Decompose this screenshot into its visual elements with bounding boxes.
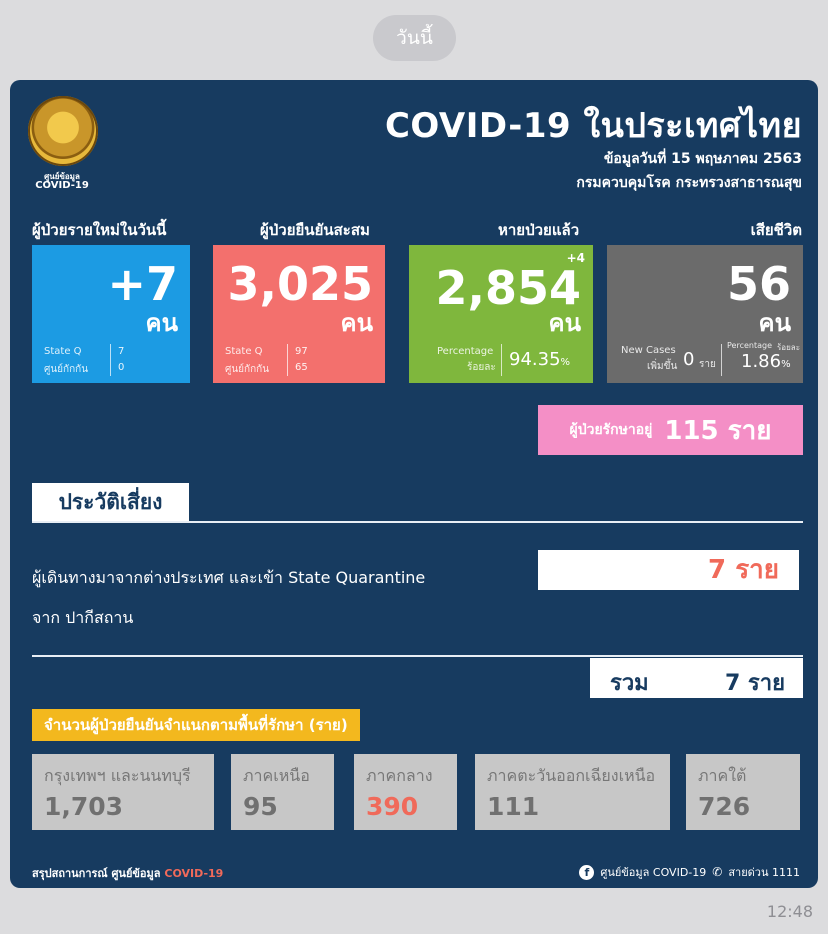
state-q-label: State Q [225, 346, 263, 357]
risk-origin: จาก ปากีสถาน [32, 608, 134, 627]
data-source: กรมควบคุมโรค กระทรวงสาธารณสุข [576, 175, 802, 191]
phone-icon: ✆ [712, 865, 723, 879]
region-name: ภาคใต้ [698, 766, 747, 785]
risk-description: ผู้เดินทางมาจากต่างประเทศ และเข้า State Quarantine [32, 568, 426, 587]
government-seal-icon [28, 96, 98, 166]
divider [32, 655, 803, 657]
recovered-unit: คน [548, 309, 581, 337]
region-name: ภาคเหนือ [243, 766, 310, 785]
footer-credit: สรุปสถานการณ์ ศูนย์ข้อมูล COVID-19 [32, 867, 224, 880]
region-value: 95 [243, 792, 278, 821]
covid-infographic[interactable] [10, 80, 818, 888]
state-q-label: State Q [44, 346, 82, 357]
region-name: ภาคตะวันออกเฉียงเหนือ [487, 766, 656, 785]
region-value: 1,703 [44, 792, 124, 821]
recovered-value: 2,854 [435, 261, 581, 315]
percentage-th-label: ร้อยละ [777, 343, 800, 352]
in-treatment-box [538, 405, 803, 455]
state-q-value: 7 [118, 346, 125, 357]
recovered-box [409, 245, 593, 383]
new-cases-label: ผู้ป่วยรายใหม่ในวันนี้ [32, 221, 167, 239]
new-cases-value: +7 [107, 257, 178, 311]
divider [287, 344, 288, 376]
facebook-page-text: ศูนย์ข้อมูล COVID-19 [600, 866, 707, 879]
recovered-label: หายป่วยแล้ว [498, 221, 580, 239]
new-cases-en-label: New Cases [621, 345, 676, 356]
in-treatment-value: 115 ราย [664, 415, 772, 446]
total-cases-unit: คน [340, 309, 373, 337]
regions-heading: จำนวนผู้ป่วยยืนยันจำแนกตามพื้นที่รักษา (ราย) [32, 709, 360, 741]
infographic-title: COVID-19 ในประเทศไทย [384, 106, 802, 146]
deaths-value: 56 [726, 257, 791, 311]
new-cases-unit: คน [145, 309, 178, 337]
deaths-box [607, 245, 803, 383]
region-box [354, 754, 457, 830]
quarantine-center-label: ศูนย์กักกัน [44, 364, 89, 375]
seal-caption: ศูนย์ข้อมูล [44, 172, 80, 181]
total-label: รวม [610, 671, 649, 696]
region-name: กรุงเทพฯ และนนทบุรี [44, 766, 191, 785]
total-cases-box [213, 245, 385, 383]
percentage-en-label: Percentage [727, 341, 773, 350]
quarantine-center-value: 65 [295, 362, 308, 373]
region-box [32, 754, 214, 830]
deaths-label: เสียชีวิต [750, 221, 802, 239]
seal-caption-brand: COVID-19 [35, 180, 89, 191]
region-box [475, 754, 670, 830]
risk-total-box [590, 658, 803, 698]
region-name: ภาคกลาง [366, 766, 433, 785]
region-value: 390 [366, 792, 419, 821]
facebook-icon: f [579, 865, 594, 880]
new-cases-box [32, 245, 190, 383]
divider [32, 521, 803, 523]
message-timestamp: 12:48 [766, 902, 813, 921]
new-deaths-unit: ราย [699, 359, 716, 370]
recovered-delta: +4 [566, 251, 585, 265]
region-value: 726 [698, 792, 751, 821]
region-box [231, 754, 334, 830]
risk-count: 7 ราย [538, 550, 799, 590]
divider [110, 344, 111, 376]
footer-contacts [579, 863, 800, 881]
death-percentage: 1.86% [741, 351, 791, 372]
state-q-value: 97 [295, 346, 308, 357]
divider [721, 344, 722, 376]
new-deaths-value: 0 [683, 349, 695, 370]
date-separator: วันนี้ [373, 15, 456, 61]
quarantine-center-label: ศูนย์กักกัน [225, 364, 270, 375]
data-date: ข้อมูลวันที่ 15 พฤษภาคม 2563 [603, 151, 802, 167]
total-value: 7 ราย [724, 671, 785, 696]
region-box [686, 754, 800, 830]
divider [501, 344, 502, 376]
recovered-percentage: 94.35% [509, 349, 571, 370]
hotline-text: สายด่วน 1111 [728, 866, 800, 879]
risk-history-heading: ประวัติเสี่ยง [32, 483, 189, 521]
new-cases-th-label: เพิ่มขึ้น [647, 361, 678, 372]
in-treatment-label: ผู้ป่วยรักษาอยู่ [569, 422, 653, 438]
deaths-unit: คน [758, 309, 791, 337]
percentage-en-label: Percentage [437, 346, 494, 357]
total-cases-label: ผู้ป่วยยืนยันสะสม [260, 221, 370, 239]
total-cases-value: 3,025 [227, 257, 373, 311]
quarantine-center-value: 0 [118, 362, 125, 373]
percentage-th-label: ร้อยละ [467, 362, 496, 373]
region-value: 111 [487, 792, 540, 821]
